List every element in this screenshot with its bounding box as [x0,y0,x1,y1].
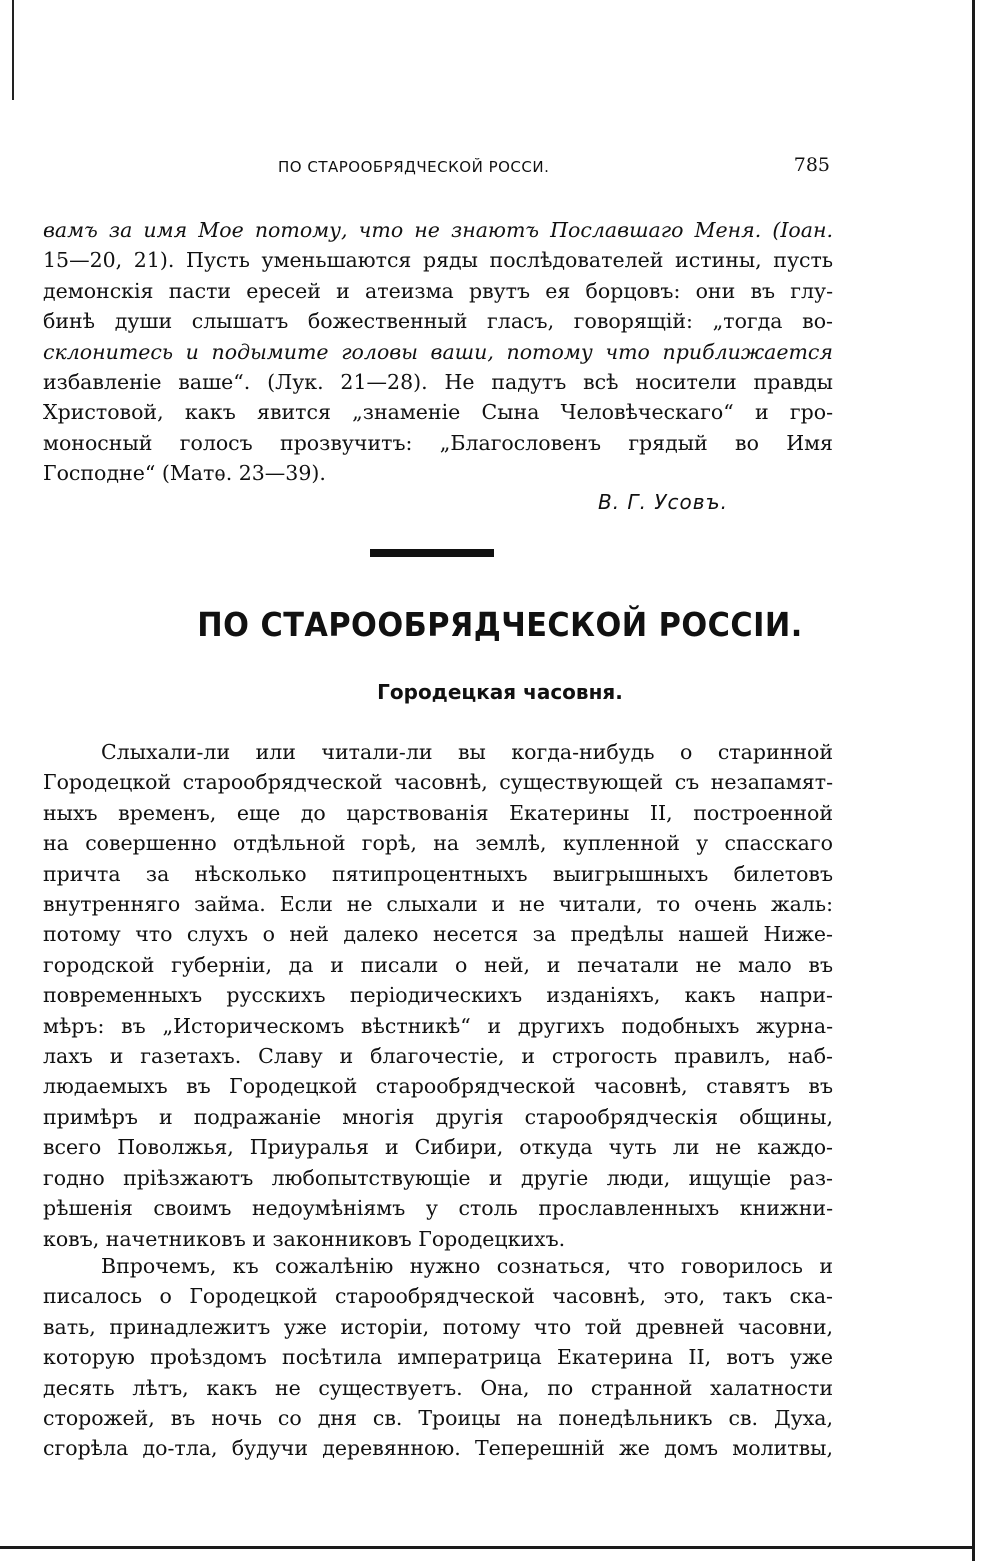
intro-line: избавленіе ваше“. (Лук. 21—28). Не падутъ всѣ носители правды [43,370,833,395]
intro-line: демонскія пасти ересей и атеизма рвутъ ея борцовъ: они въ глу- [43,278,833,303]
paragraph-line: годно пріѣзжаютъ любопытствующіе и другіе люди, ищущіе раз- [43,1165,833,1190]
paragraph-line: рѣшенія своимъ недоумѣніямъ у столь прославленныхъ книжни- [43,1196,833,1221]
paragraph-line: Слыхали-ли или читали-ли вы когда-нибудь о старинной [101,740,833,764]
paragraph-line: ковъ, начетниковъ и законниковъ Городецкихъ. [43,1226,566,1251]
paragraph-line: на совершенно отдѣльной горѣ, на землѣ, купленной у спасскаго [43,831,833,856]
intro-line: Господне“ (Матѳ. 23—39). [43,461,326,486]
paragraph-line: потому что слухъ о ней далеко несется за предѣлы нашей Ниже- [43,922,833,947]
paragraph-line: внутренняго займа. Если не слыхали и не читали, то очень жаль: [43,892,833,917]
paragraph-line: людаемыхъ въ Городецкой старообрядческой часовнѣ, ставятъ въ [43,1074,833,1099]
paragraph-line: ныхъ временъ, еще до царствованія Екатерины II, построенной [43,800,833,825]
section-divider [370,549,494,557]
intro-line: 15—20, 21). Пусть уменьшаются ряды послѣдователей истины, пусть [43,248,833,273]
paragraph-line: повременныхъ русскихъ періодическихъ изданіяхъ, какъ напри- [43,983,833,1008]
paragraph-line: сгорѣла до-тла, будучи деревянною. Теперешній же домъ молитвы, [43,1436,833,1461]
paragraph-2 [43,1251,833,1464]
paragraph-line: которую проѣздомъ посѣтила императрица Екатерина II, вотъ уже [43,1345,833,1370]
scan-border-left [12,0,14,100]
paragraph-line: сторожей, въ ночь со дня св. Троицы на понедѣльникъ св. Духа, [43,1406,833,1431]
page-header [40,152,840,182]
paragraph-line: Впрочемъ, къ сожалѣнію нужно сознаться, что говорилось и [101,1254,833,1278]
paragraph-line: причта за нѣсколько пятипроцентныхъ выигрышныхъ билетовъ [43,861,833,886]
paragraph-line: городской губерніи, да и писали о ней, и печатали не мало въ [43,952,833,977]
paragraph-line: Городецкой старообрядческой часовнѣ, существующей съ незапамят- [43,770,833,795]
section-title: ПО СТАРООБРЯДЧЕСКОЙ РОССІИ. [197,605,803,644]
author-signature: В. Г. Усовъ. [598,490,728,514]
paragraph-line: примѣръ и подражаніе многія другія старообрядческія общины, [43,1104,833,1129]
scan-border-bottom [0,1546,975,1549]
paragraph-line: мѣръ: въ „Историческомъ вѣстникѣ“ и другихъ подобныхъ журна- [43,1013,833,1038]
section-subtitle: Городецкая часовня. [377,680,623,704]
paragraph-1 [43,737,833,1254]
paragraph-line: десять лѣтъ, какъ не существуетъ. Она, по странной халатности [43,1375,833,1400]
intro-text [43,215,833,489]
paragraph-line: лахъ и газетахъ. Славу и благочестіе, и строгость правилъ, наб- [43,1044,833,1069]
intro-line: склонитесь и подымите головы ваши, потому что приближается [43,339,833,364]
intro-line: вамъ за имя Мое потому, что не знаютъ Пославшаго Меня. (Іоан. [43,218,833,242]
page-number: 785 [793,154,830,176]
intro-line: бинѣ души слышатъ божественный гласъ, говорящій: „тогда во- [43,309,833,334]
paragraph-line: всего Поволжья, Приуралья и Сибири, откуда чуть ли не каждо- [43,1135,833,1160]
running-title: ПО СТАРООБРЯДЧЕСКОЙ РОССИ. [278,158,550,176]
paragraph-line: вать, принадлежитъ уже исторіи, потому что той древней часовни, [43,1314,833,1339]
intro-line: Христовой, какъ явится „знаменіе Сына Человѣческаго“ и гро- [43,400,833,425]
scan-border-right [972,0,975,1561]
intro-line: моносный голосъ прозвучитъ: „Благословенъ грядый во Имя [43,430,833,455]
paragraph-line: писалось о Городецкой старообрядческой часовнѣ, это, такъ ска- [43,1284,833,1309]
